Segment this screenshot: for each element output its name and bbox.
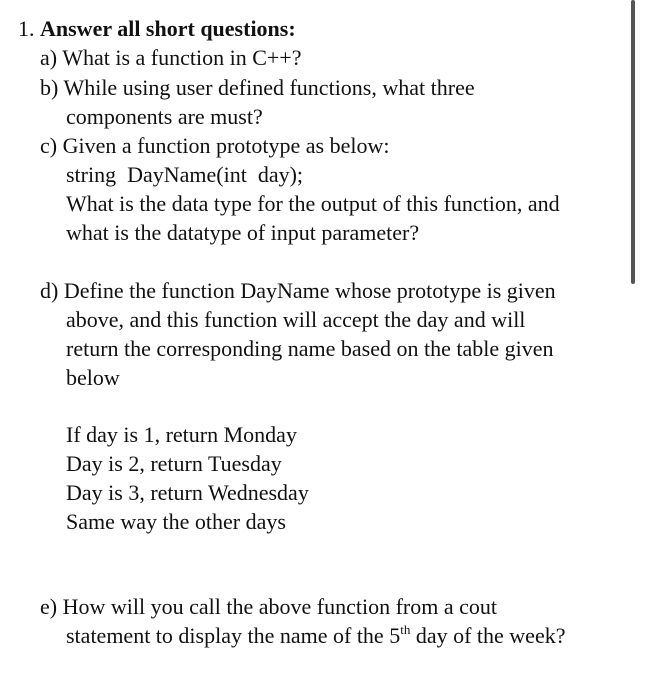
item-c-question-line-2: what is the datatype of input parameter? xyxy=(66,220,420,245)
item-e xyxy=(40,592,497,621)
item-d-label: d) xyxy=(40,278,59,303)
item-c-question-line-1: What is the data type for the output of this function, and xyxy=(66,191,560,216)
day-table-row: Same way the other days xyxy=(66,509,286,534)
item-d-line-2: above, and this function will accept the day and will xyxy=(66,307,526,332)
item-d-line-3: return the corresponding name based on the table given xyxy=(66,336,554,361)
item-b-label: b) xyxy=(40,75,59,100)
item-a xyxy=(40,43,301,72)
item-c xyxy=(40,131,389,160)
day-table-row: Day is 3, return Wednesday xyxy=(66,480,309,505)
item-a-label: a) xyxy=(40,45,58,70)
item-a-text: What is a function in C++? xyxy=(62,45,302,70)
item-e-line-2-start: statement to display the name of the 5 xyxy=(66,623,401,648)
item-d-line-4: below xyxy=(66,365,120,390)
function-prototype: string DayName(int day); xyxy=(66,162,304,187)
question-number: 1. xyxy=(18,16,35,41)
item-e-line-2 xyxy=(66,621,565,650)
item-e-line-2-end: day of the week? xyxy=(410,623,566,648)
item-d xyxy=(40,276,556,305)
item-b-text: While using user defined functions, what three xyxy=(63,75,475,100)
item-e-text: How will you call the above function from a cout xyxy=(62,594,497,619)
scrollbar[interactable] xyxy=(631,0,635,284)
ordinal-suffix: th xyxy=(400,622,411,637)
question-heading: Answer all short questions: xyxy=(40,16,296,41)
item-b-continued: components are must? xyxy=(66,104,263,129)
question-heading-row xyxy=(18,14,296,43)
item-b xyxy=(40,73,475,102)
item-c-label: c) xyxy=(40,133,58,158)
day-table-row: Day is 2, return Tuesday xyxy=(66,451,282,476)
day-table-row: If day is 1, return Monday xyxy=(66,422,297,447)
item-e-label: e) xyxy=(40,594,58,619)
item-c-text: Given a function prototype as below: xyxy=(62,133,390,158)
item-d-text: Define the function DayName whose prototype is given xyxy=(63,278,556,303)
